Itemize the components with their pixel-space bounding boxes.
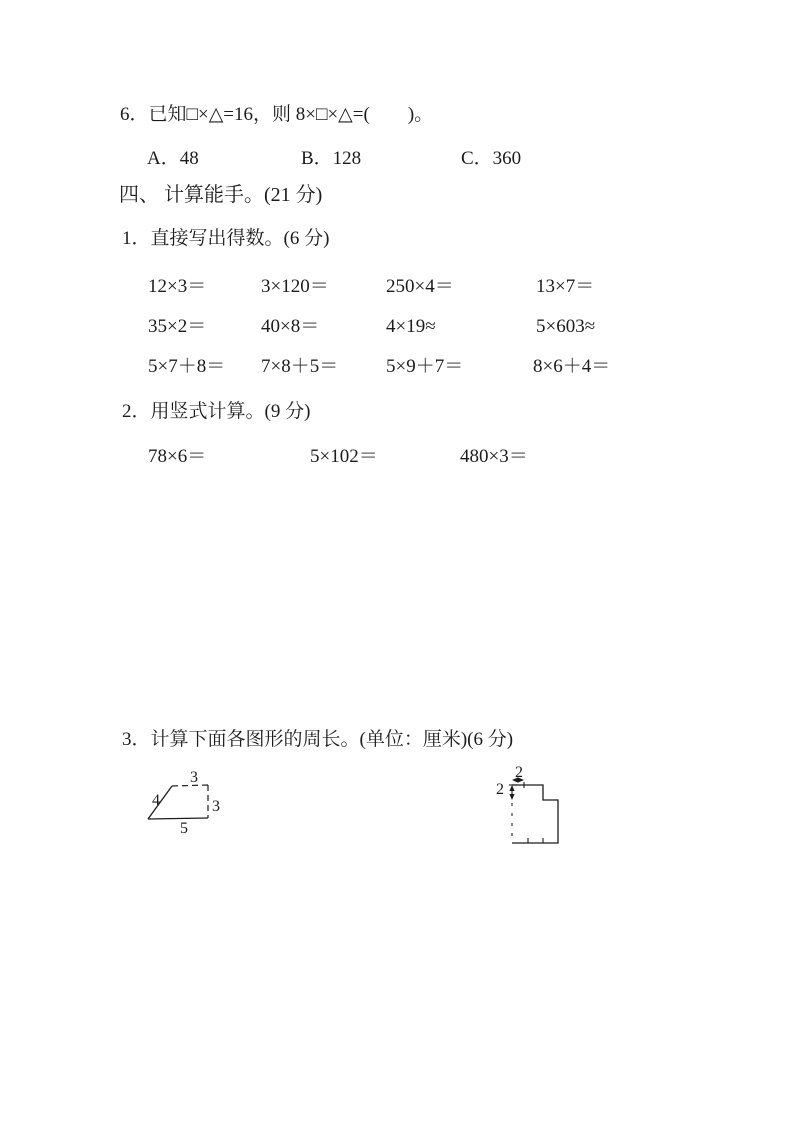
calc-item: 5×603≈ [536,316,596,337]
vertical-calc-item: 480×3＝ [460,446,528,467]
calc-item: 5×9＋7＝ [386,356,464,377]
staircase-outline [512,785,558,843]
staircase-left-label: 2 [496,781,504,798]
question-6-option-c: C．360 [461,148,522,169]
trapezoid-bottom-side [148,818,208,819]
calc-item: 250×4＝ [386,276,454,297]
left-dimension-arrow-down [509,794,514,800]
trapezoid-left-label: 4 [152,792,160,809]
staircase-figure [490,755,585,855]
staircase-top-label: 2 [515,764,523,781]
calc-item: 5×7＋8＝ [148,356,226,377]
calc-item: 40×8＝ [261,316,320,337]
trapezoid-top-label: 3 [190,769,198,786]
question-6-option-b: B．128 [301,148,362,169]
vertical-calc-item: 5×102＝ [310,446,378,467]
section-4-heading: 四、 计算能手。(21 分) [119,184,323,206]
left-dimension-arrow-up [509,785,514,791]
part-1-title: 1．直接写出得数。(6 分) [122,228,330,249]
question-6-option-a: A．48 [147,148,199,169]
calc-item: 13×7＝ [536,276,595,297]
calc-item: 3×120＝ [261,276,329,297]
calc-item: 12×3＝ [148,276,207,297]
trapezoid-bottom-label: 5 [180,820,188,837]
calc-item: 8×6＋4＝ [533,356,611,377]
question-6-stem: 6．已知□×△=16，则 8×□×△=( )。 [120,104,434,125]
calc-item: 35×2＝ [148,316,207,337]
part-3-title: 3．计算下面各图形的周长。(单位：厘米)(6 分) [122,729,514,750]
vertical-calc-item: 78×6＝ [148,446,207,467]
part-2-title: 2．用竖式计算。(9 分) [122,401,311,422]
trapezoid-figure [130,762,240,842]
trapezoid-right-label: 3 [212,798,220,815]
calc-item: 4×19≈ [386,316,436,337]
calc-item: 7×8＋5＝ [261,356,339,377]
